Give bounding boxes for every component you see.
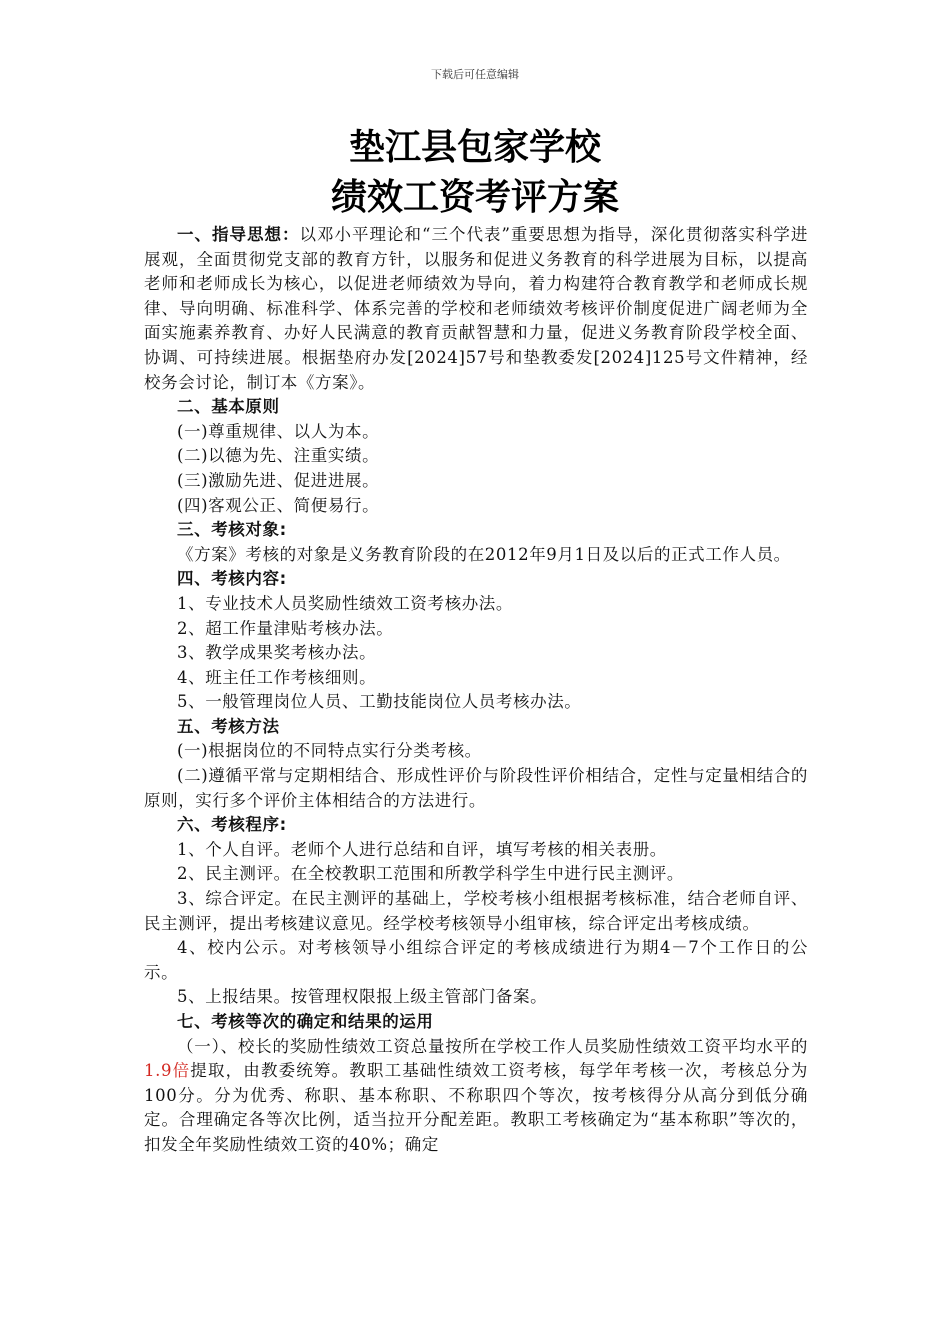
paragraph-text-part: 提取，由教委统筹。教职工基础性绩效工资考核，每学年考核一次，考核总分为100分。分为优秀、称职、基本称职、不称职四个等次，按考核得分从高分到低分确定。合理确定各等次比例，适当拉开分配差距。教职工考核确定为“基本称职”等次的，扣发全年奖励性绩效工资的40%；确定	[144, 1061, 809, 1154]
section-guiding-ideology	[144, 223, 808, 395]
section-heading: 五、考核方法	[177, 716, 280, 736]
document-title-line-2: 绩效工资考评方案	[330, 177, 619, 218]
list-item: 3、教学成果奖考核办法。	[177, 643, 377, 663]
list-item: (二)以德为先、注重实绩。	[177, 446, 380, 466]
list-item: 1、个人自评。老师个人进行总结和自评，填写考核的相关表册。	[177, 839, 667, 859]
paragraph-text: 以邓小平理论和“三个代表”重要思想为指导，深化贯彻落实科学进展观，全面贯彻党支部的教育方针，以服务和促进义务教育的科学进展为目标，以提高老师和老师成长为核心，以促进老师绩效为导向，着力构建符合教育教学和老师成长规律、导向明确、标准科学、体系完善的学校和老师绩效考核评价制度促进广阔老师为全面实施素养教育、办好人民满意的教育贡献智慧和力量，促进义务教育阶段学校全面、协调、可持续进展。根据垫府办发[2024]57号和垫教委发[2024]125号文件精神，经校务会讨论，制订本《方案》。	[144, 225, 809, 392]
list-item: 4、班主任工作考核细则。	[177, 667, 377, 687]
paragraph-text: 《方案》考核的对象是义务教育阶段的在2012年9月1日及以后的正式工作人员。	[177, 544, 791, 564]
section-heading: 六、考核程序:	[177, 815, 287, 835]
highlighted-multiplier: 1.9倍	[144, 1061, 191, 1081]
paragraph-text	[144, 1035, 808, 1158]
document-title-line-1: 垫江县包家学校	[348, 127, 601, 168]
list-item: (二)遵循平常与定期相结合、形成性评价与阶段性评价相结合，定性与定量相结合的原则，实行多个评价主体相结合的方法进行。	[144, 766, 808, 810]
list-item: (三)激励先进、促进进展。	[177, 470, 380, 490]
document-body	[144, 223, 808, 1158]
section-heading: 二、基本原则	[177, 397, 280, 417]
list-item: 2、民主测评。在全校教职工范围和所教学科学生中进行民主测评。	[177, 864, 684, 884]
section-heading: 四、考核内容:	[177, 569, 287, 589]
list-item: 5、一般管理岗位人员、工勤技能岗位人员考核办法。	[177, 692, 582, 712]
section-heading: 一、指导思想：	[177, 225, 300, 244]
list-item: 2、超工作量津贴考核办法。	[177, 618, 394, 638]
list-item: (四)客观公正、简便易行。	[177, 495, 380, 515]
list-item: 1、专业技术人员奖励性绩效工资考核办法。	[177, 593, 513, 613]
list-item: 4、校内公示。对考核领导小组综合评定的考核成绩进行为期4－7个工作日的公示。	[144, 938, 808, 982]
page-header-note: 下载后可任意编辑	[431, 68, 519, 81]
list-item: (一)尊重规律、以人为本。	[177, 421, 380, 441]
list-item: 5、上报结果。按管理权限报上级主管部门备案。	[177, 987, 548, 1007]
list-item: 3、综合评定。在民主测评的基础上，学校考核小组根据考核标准，结合老师自评、民主测评，提出考核建议意见。经学校考核领导小组审核，综合评定出考核成绩。	[144, 889, 808, 933]
paragraph-text-part: （一）、校长的奖励性绩效工资总量按所在学校工作人员奖励性绩效工资平均水平的	[177, 1036, 808, 1056]
section-heading: 七、考核等次的确定和结果的运用	[177, 1012, 434, 1031]
section-heading: 三、考核对象:	[177, 520, 287, 540]
list-item: (一)根据岗位的不同特点实行分类考核。	[177, 741, 482, 761]
